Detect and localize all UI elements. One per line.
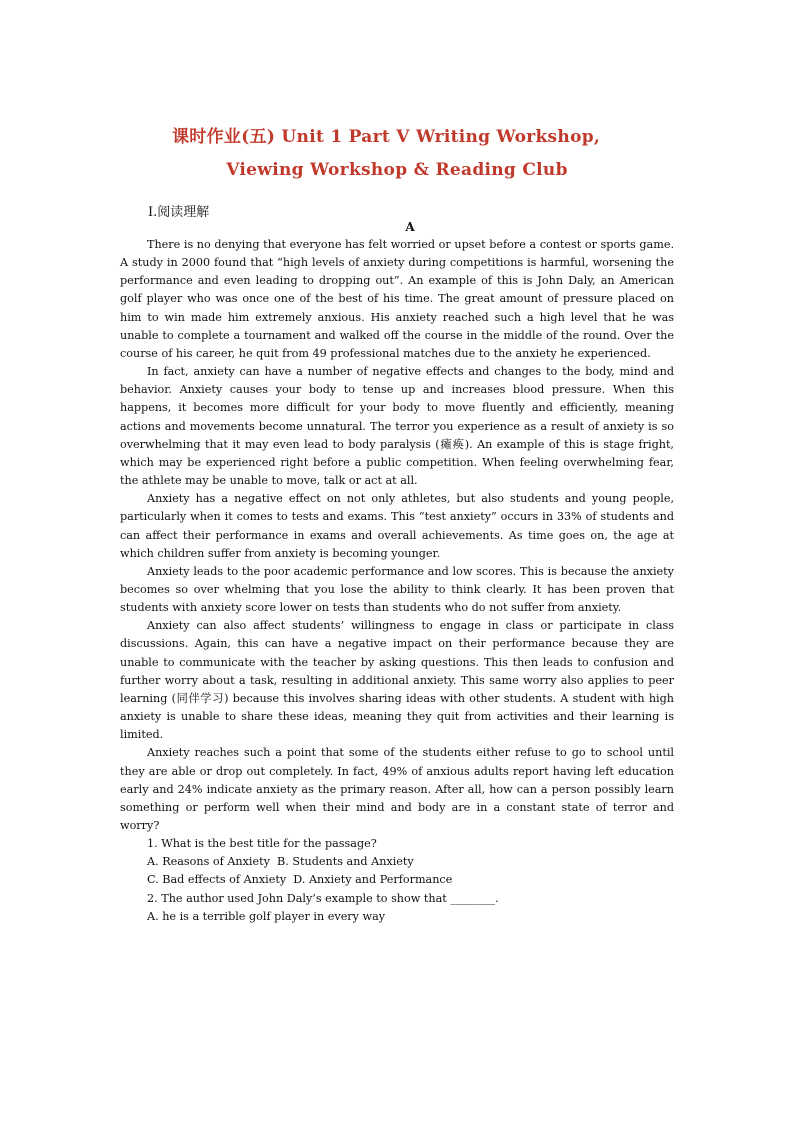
question-1-options-cd: C. Bad effects of Anxiety D. Anxiety and Performance xyxy=(147,873,453,887)
passage-label: A xyxy=(405,220,415,234)
passage-body xyxy=(120,236,674,926)
paragraph: In fact, anxiety can have a number of negative effects and changes to the body, mind and behavior. Anxiety causes your body to tense up and increases blood pressure. When this happens, it becomes more difficult for your body to move fluently and efficiently, meaning actions and movements become unnatural. The terror you experience as a result of anxiety is so overwhelming that it may even lead to body paralysis (瘫痪). An example of this is stage fright, which may be experienced right before a public competition. When feeling overwhelming fear, the athlete may be unable to move, talk or act at all. xyxy=(120,365,674,488)
paragraph: Anxiety can also affect students’ willingness to engage in class or participate in class discussions. Again, this can have a negative impact on their performance because they are unable to communicate with the teacher by asking questions. This then leads to confusion and further worry about a task, resulting in additional anxiety. This same worry also applies to peer learning (同伴学习) because this involves sharing ideas with other students. A student with high anxiety is unable to share these ideas, meaning they quit from activities and their learning is limited. xyxy=(120,619,674,742)
question-1-options-ab: A. Reasons of Anxiety B. Students and Anxiety xyxy=(147,855,414,869)
page-title-line1: 课时作业(五) Unit 1 Part Ⅴ Writing Workshop, xyxy=(172,127,601,147)
paragraph: Anxiety has a negative effect on not only athletes, but also students and young people, particularly when it comes to tests and exams. This “test anxiety” occurs in 33% of students and can affect their performance in exams and overall achievements. As time goes on, the age at which children suffer from anxiety is becoming younger. xyxy=(120,492,674,560)
paragraph: Anxiety leads to the poor academic performance and low scores. This is because the anxiety becomes so over whelming that you lose the ability to think clearly. It has been proven that students with anxiety score lower on tests than students who do not suffer from anxiety. xyxy=(120,564,674,615)
paragraph: There is no denying that everyone has felt worried or upset before a contest or sports game. A study in 2000 found that “high levels of anxiety during competitions is harmful, worsening the performance and even leading to dropping out”. An example of this is John Daly, an American golf player who was once one of the best of his time. The great amount of pressure placed on him to win made him extremely anxious. His anxiety reached such a high level that he was unable to complete a tournament and walked off the course in the middle of the round. Over the course of his career, he quit from 49 professional matches due to the anxiety he experienced. xyxy=(120,238,674,360)
section-heading: Ⅰ.阅读理解 xyxy=(148,205,210,220)
question-2-option-a: A. he is a terrible golf player in every way xyxy=(147,909,386,923)
paragraph: Anxiety reaches such a point that some of the students either refuse to go to school until they are able or drop out completely. In fact, 49% of anxious adults report having left education early and 24% indicate anxiety as the primary reason. After all, how can a person possibly learn something or perform well when their mind and body are in a constant state of terror and worry? xyxy=(120,746,674,832)
question-2-stem: 2. The author used John Daly’s example to show that ________. xyxy=(147,891,499,905)
question-1-stem: 1. What is the best title for the passage? xyxy=(147,837,377,851)
page-title-line2: Viewing Workshop & Reading Club xyxy=(226,160,568,180)
